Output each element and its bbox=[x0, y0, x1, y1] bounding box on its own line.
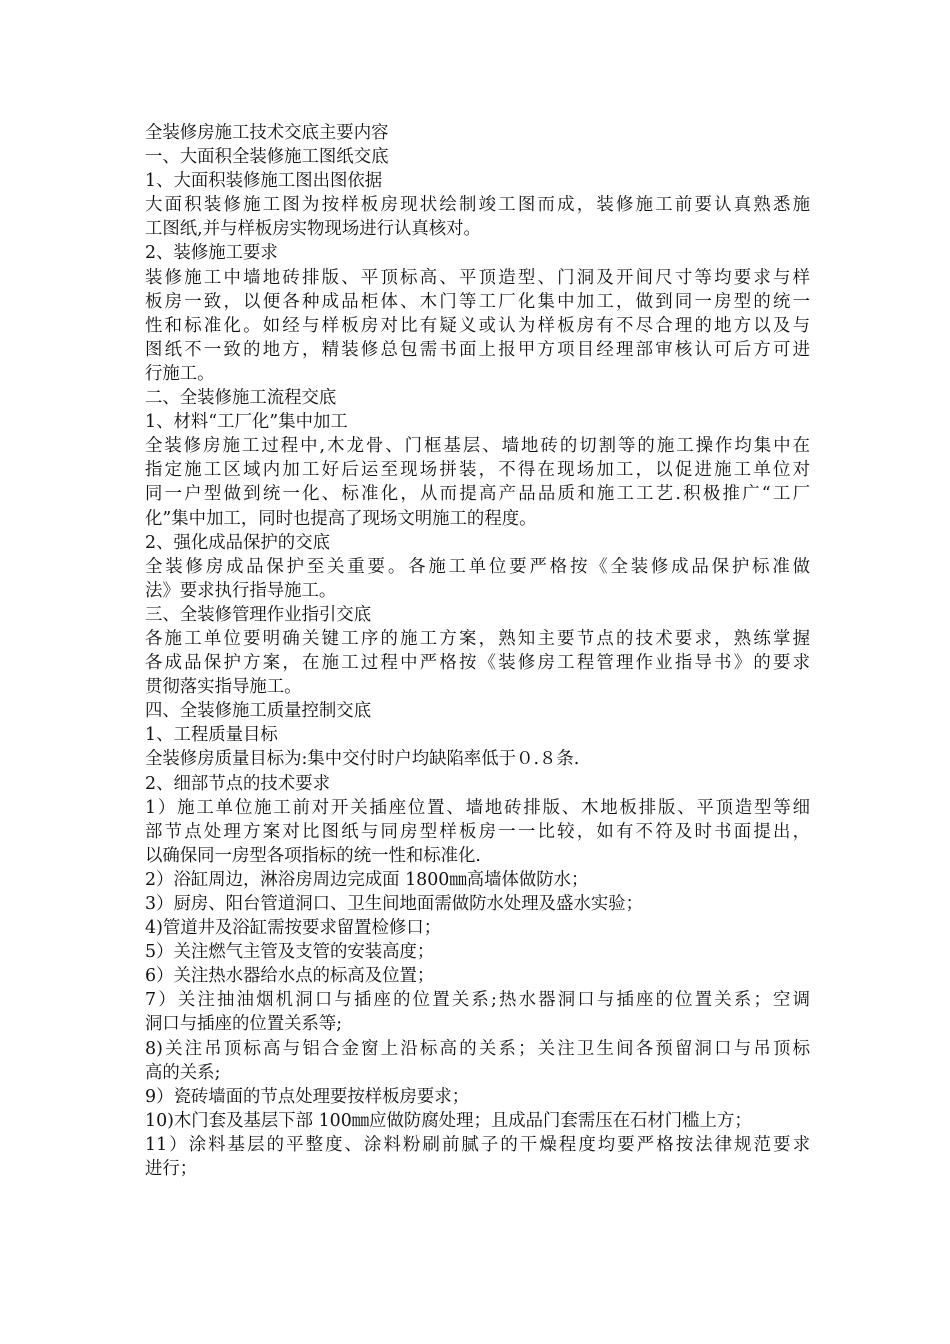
list-item-line: 以确保同一房型各项指标的统一性和标准化. bbox=[145, 845, 481, 866]
list-item-line: 4)管道井及浴缸需按要求留置检修口； bbox=[145, 918, 442, 939]
list-item-line: 7）关注抽油烟机洞口与插座的位置关系;热水器洞口与插座的位置关系；空调 bbox=[145, 990, 810, 1011]
subsection-heading: 2、装修施工要求 bbox=[145, 243, 278, 264]
paragraph-line: 性和标准化。如经与样板房对比有疑义或认为样板房有不尽合理的地方以及与 bbox=[145, 315, 810, 336]
paragraph-line: 工图纸,并与样板房实物现场进行认真核对。 bbox=[145, 219, 481, 240]
paragraph-line: 各成品保护方案，在施工过程中严格按《装修房工程管理作业指导书》的要求 bbox=[145, 653, 810, 674]
paragraph-line: 各施工单位要明确关键工序的施工方案，熟知主要节点的技术要求，熟练掌握 bbox=[145, 628, 810, 649]
paragraph-line: 大面积装修施工图为按样板房现状绘制竣工图而成，装修施工前要认真熟悉施 bbox=[145, 195, 810, 216]
paragraph-line: 图纸不一致的地方，精装修总包需书面上报甲方项目经理部审核认可后方可进 bbox=[145, 339, 810, 360]
list-item-line: 9）瓷砖墙面的节点处理要按样板房要求； bbox=[145, 1086, 470, 1107]
section-heading: 三、全装修管理作业指引交底 bbox=[145, 604, 372, 625]
list-item-line: 高的关系; bbox=[145, 1062, 221, 1083]
paragraph-line: 化”集中加工，同时也提高了现场文明施工的程度。 bbox=[145, 508, 537, 529]
paragraph-line: 全装修房施工过程中,木龙骨、门框基层、墙地砖的切割等的施工操作均集中在 bbox=[145, 436, 810, 457]
list-item-line: 2）浴缸周边，淋浴房周边完成面 1800㎜高墙体做防水； bbox=[145, 869, 589, 890]
document-page bbox=[145, 121, 810, 1181]
subsection-heading: 2、强化成品保护的交底 bbox=[145, 532, 330, 553]
subsection-heading: 2、细部节点的技术要求 bbox=[145, 773, 330, 794]
list-item-line: 5）关注燃气主管及支管的安装高度； bbox=[145, 942, 435, 963]
paragraph-line: 全装修房成品保护至关重要。各施工单位要严格按《全装修成品保护标准做 bbox=[145, 556, 810, 577]
paragraph-line: 同一户型做到统一化、标准化，从而提高产品品质和施工工艺.积极推广“工厂 bbox=[145, 484, 810, 505]
list-item-line: 11）涂料基层的平整度、涂料粉刷前腻子的干燥程度均要严格按法律规范要求 bbox=[145, 1134, 810, 1155]
subsection-heading: 1、材料“工厂化”集中加工 bbox=[145, 412, 348, 433]
paragraph-line: 装修施工中墙地砖排版、平顶标高、平顶造型、门洞及开间尺寸等均要求与样 bbox=[145, 267, 810, 288]
paragraph-line: 法》要求执行指导施工。 bbox=[145, 580, 337, 601]
paragraph-line: 贯彻落实指导施工。 bbox=[145, 677, 302, 698]
list-item-line: 进行； bbox=[145, 1159, 198, 1180]
list-item-line: 洞口与插座的位置关系等; bbox=[145, 1014, 343, 1035]
list-item-line: 6）关注热水器给水点的标高及位置； bbox=[145, 966, 435, 987]
list-item-line: 3）厨房、阳台管道洞口、卫生间地面需做防水处理及盛水实验； bbox=[145, 894, 644, 914]
section-heading: 二、全装修施工流程交底 bbox=[145, 388, 337, 409]
paragraph-line: 板房一致，以便各种成品柜体、木门等工厂化集中加工，做到同一房型的统一 bbox=[145, 291, 810, 312]
list-item-line: 部节点处理方案对比图纸与同房型样板房一一比较，如有不符及时书面提出， bbox=[145, 821, 810, 842]
paragraph-line: 行施工。 bbox=[145, 363, 215, 384]
document-title: 全装修房施工技术交底主要内容 bbox=[145, 123, 389, 143]
list-item-line: 1）施工单位施工前对开关插座位置、墙地砖排版、木地板排版、平顶造型等细 bbox=[145, 797, 810, 818]
subsection-heading: 1、大面积装修施工图出图依据 bbox=[145, 171, 383, 192]
list-item-line: 10)木门套及基层下部 100㎜应做防腐处理；且成品门套需压在石材门槛上方； bbox=[145, 1110, 752, 1131]
paragraph-line: 指定施工区域内加工好后运至现场拼装，不得在现场加工，以促进施工单位对 bbox=[145, 460, 810, 481]
subsection-heading: 1、工程质量目标 bbox=[145, 725, 278, 746]
section-heading: 一、大面积全装修施工图纸交底 bbox=[145, 147, 389, 168]
paragraph-line: 全装修房质量目标为:集中交付时户均缺陷率低于０.８条. bbox=[145, 749, 580, 770]
list-item-line: 8)关注吊顶标高与铝合金窗上沿标高的关系；关注卫生间各预留洞口与吊顶标 bbox=[145, 1038, 810, 1059]
section-heading: 四、全装修施工质量控制交底 bbox=[145, 701, 372, 722]
